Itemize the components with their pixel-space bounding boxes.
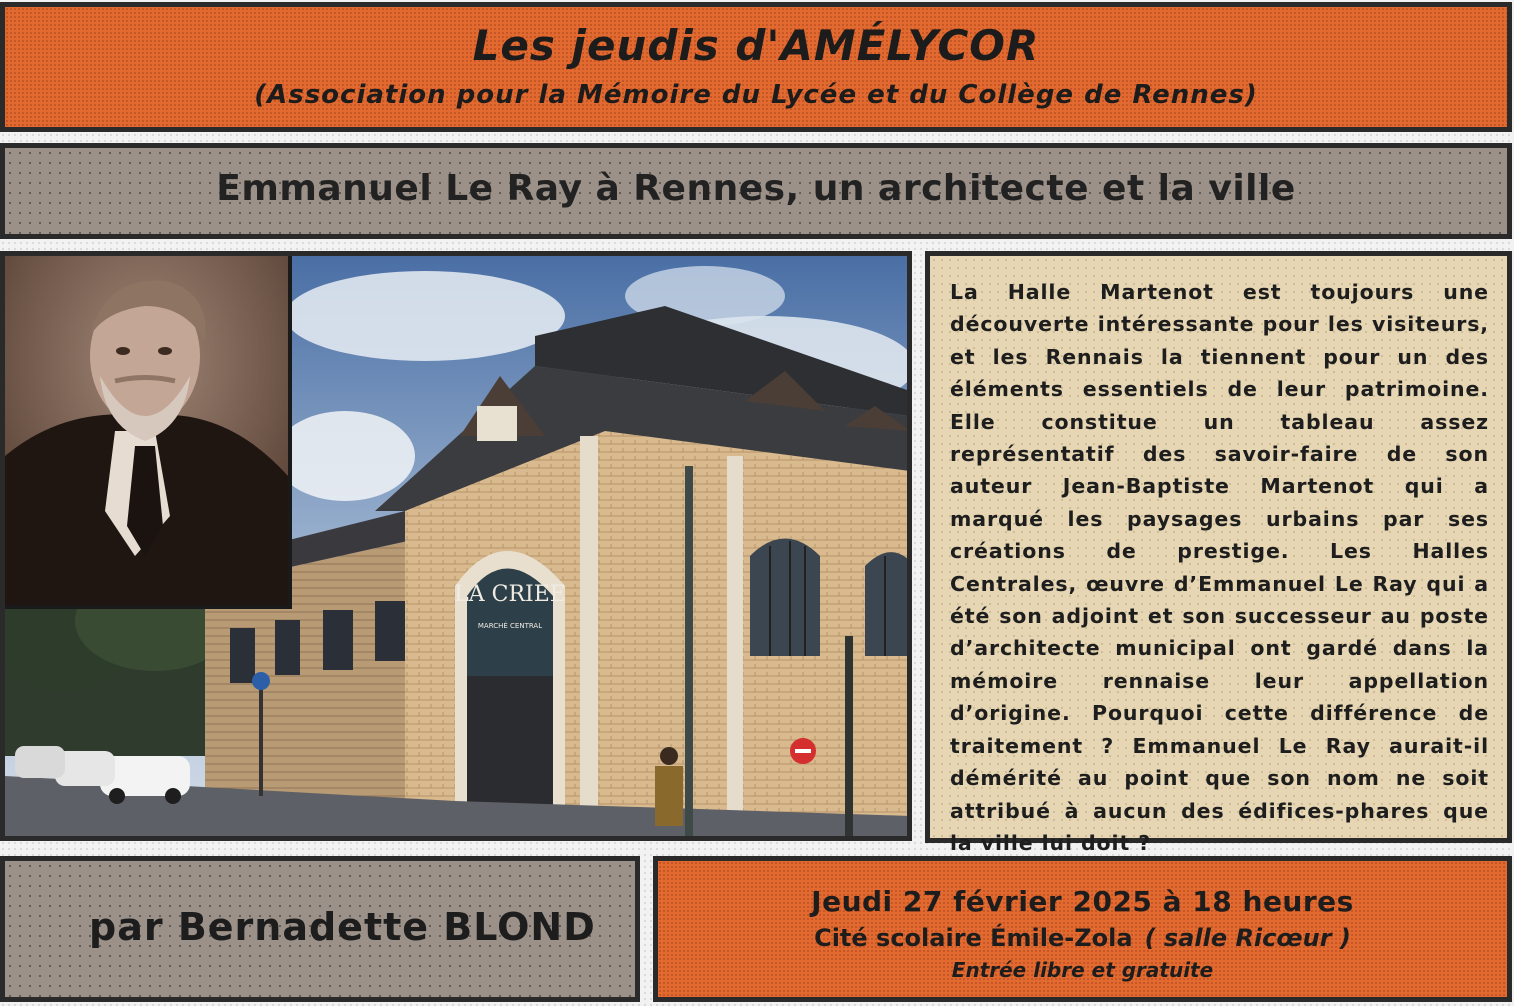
la-criee-sign: LA CRIEE	[454, 582, 566, 607]
lecture-title: Emmanuel Le Ray à Rennes, un architecte et la ville	[216, 168, 1296, 209]
description-text: La Halle Martenot est toujours une découverte intéressante pour les visiteurs, et les Rennais la tiennent pour un des éléments essentiels de leur patrimoine. Elle constitue un tableau assez représentatif des savoir-faire de son auteur Jean-Baptiste Martenot qui a marqué les paysages urbains par ses créations de prestige. Les Halles Centrales, œuvre d’Emmanuel Le Ray qui a été son adjoint et son successeur au poste d’architecte municipal ont gardé dans la mémoire rennaise leur appellation d’origine. Pourquoi cette différence de traitement ? Emmanuel Le Ray aurait-il démérité au point que son nom ne soit attribué à aucun des édifices-phares que la ville lui doit ?	[950, 280, 1489, 855]
event-datetime: Jeudi 27 février 2025 à 18 heures	[811, 885, 1354, 918]
event-room: ( salle Ricœur )	[1144, 924, 1351, 952]
lecture-title-band	[0, 143, 1512, 239]
event-series-title: Les jeudis d'AMÉLYCOR	[472, 21, 1040, 70]
description-box	[925, 251, 1512, 855]
photo-collage	[0, 251, 912, 841]
event-location	[658, 924, 1507, 952]
portrait-emmanuel-le-ray	[5, 256, 292, 609]
header-banner	[0, 2, 1512, 132]
speaker-name: par Bernadette BLOND	[89, 905, 596, 949]
event-venue: Cité scolaire Émile-Zola	[814, 924, 1133, 952]
event-admission: Entrée libre et gratuite	[951, 958, 1214, 982]
event-info-box	[653, 856, 1512, 1002]
speaker-box	[0, 856, 640, 1002]
association-subtitle: (Association pour la Mémoire du Lycée et du Collège de Rennes)	[254, 80, 1258, 110]
marche-central-sign: MARCHÉ CENTRAL	[477, 622, 543, 630]
